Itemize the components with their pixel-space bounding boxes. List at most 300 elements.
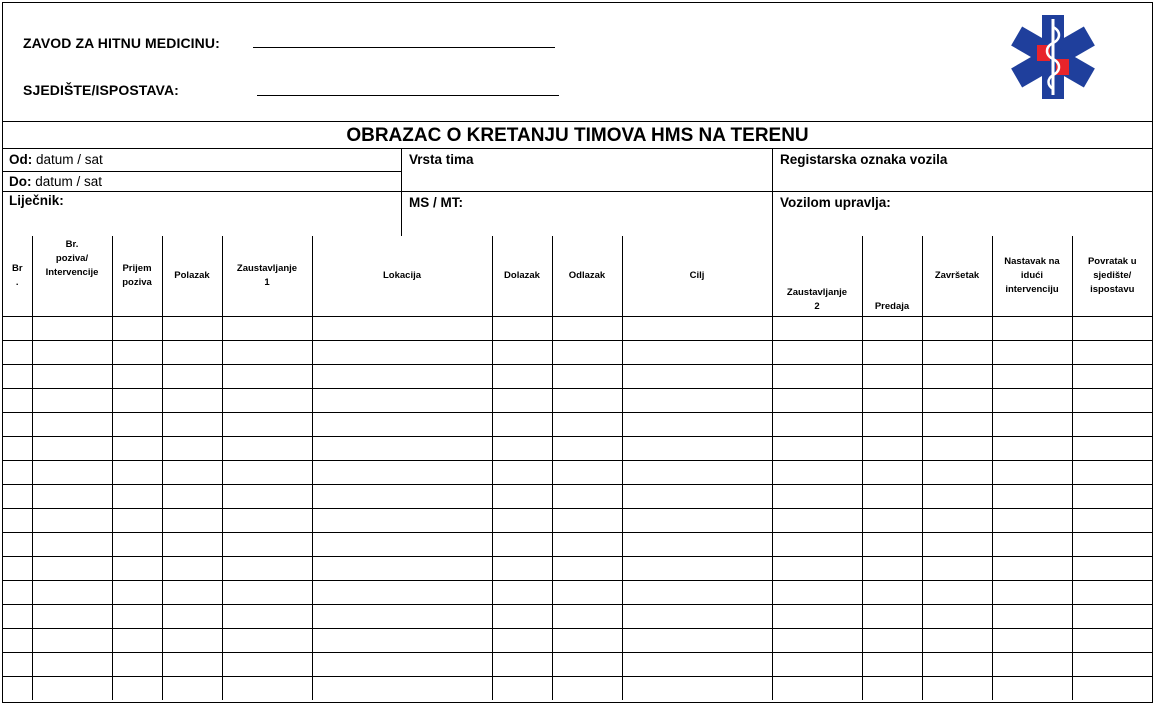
table-cell[interactable] (552, 509, 622, 533)
table-cell[interactable] (32, 461, 112, 485)
table-cell[interactable] (3, 629, 32, 653)
table-row (3, 557, 1152, 581)
table-cell[interactable] (3, 413, 32, 437)
table-cell[interactable] (222, 389, 312, 413)
table-cell[interactable] (112, 389, 162, 413)
od-value: datum / sat (36, 152, 103, 167)
form-page (2, 2, 1153, 703)
column-header-text: Intervencije (45, 267, 99, 278)
table-cell[interactable] (222, 629, 312, 653)
table-cell[interactable] (32, 437, 112, 461)
table-cell[interactable] (622, 557, 772, 581)
table-cell[interactable] (112, 509, 162, 533)
table-cell[interactable] (772, 365, 862, 389)
seat-input-line[interactable] (257, 95, 559, 96)
table-cell[interactable] (922, 389, 992, 413)
table-cell[interactable] (622, 413, 772, 437)
table-row (3, 629, 1152, 653)
institution-input-line[interactable] (253, 47, 555, 48)
table-cell[interactable] (3, 317, 32, 341)
lijecnik-label: Liječnik: (9, 193, 64, 208)
column-header-zaustavljanje-2 (772, 236, 862, 317)
od-field[interactable] (9, 152, 103, 167)
table-cell[interactable] (772, 389, 862, 413)
table-cell[interactable] (622, 389, 772, 413)
table-cell[interactable] (992, 557, 1072, 581)
table-cell[interactable] (112, 317, 162, 341)
table-cell[interactable] (922, 629, 992, 653)
table-cell[interactable] (312, 365, 492, 389)
table-cell[interactable] (222, 317, 312, 341)
table-cell[interactable] (492, 557, 552, 581)
table-row (3, 389, 1152, 413)
table-cell[interactable] (992, 413, 1072, 437)
table-cell[interactable] (492, 629, 552, 653)
table-cell[interactable] (222, 605, 312, 629)
table-cell[interactable] (772, 533, 862, 557)
table-cell[interactable] (1072, 341, 1152, 365)
table-cell[interactable] (112, 365, 162, 389)
column-header-text: Predaja (874, 301, 910, 312)
table-cell[interactable] (492, 485, 552, 509)
vrsta-tima-field[interactable] (409, 152, 474, 167)
table-cell[interactable] (112, 605, 162, 629)
table-cell[interactable] (3, 389, 32, 413)
ms-mt-field[interactable] (409, 195, 463, 210)
table-cell[interactable] (3, 653, 32, 677)
table-cell[interactable] (312, 341, 492, 365)
table-cell[interactable] (3, 677, 32, 701)
table-cell[interactable] (162, 413, 222, 437)
table-cell[interactable] (492, 653, 552, 677)
form-title: OBRAZAC O KRETANJU TIMOVA HMS NA TERENU (3, 122, 1152, 149)
table-cell[interactable] (862, 461, 922, 485)
column-header-zaustavljanje-1 (222, 236, 312, 317)
table-cell[interactable] (312, 605, 492, 629)
table-cell[interactable] (772, 437, 862, 461)
table-cell[interactable] (862, 389, 922, 413)
table-cell[interactable] (552, 605, 622, 629)
table-cell[interactable] (772, 677, 862, 701)
table-cell[interactable] (772, 581, 862, 605)
table-cell[interactable] (222, 677, 312, 701)
table-cell[interactable] (222, 653, 312, 677)
column-header-text: Polazak (174, 270, 210, 281)
table-cell[interactable] (552, 533, 622, 557)
table-cell[interactable] (222, 581, 312, 605)
table-row (3, 605, 1152, 629)
table-cell[interactable] (622, 317, 772, 341)
table-cell[interactable] (162, 485, 222, 509)
column-header-text: Br (11, 263, 23, 274)
table-cell[interactable] (222, 341, 312, 365)
table-cell[interactable] (1072, 629, 1152, 653)
divider (401, 149, 402, 236)
table-header-row (3, 236, 1152, 317)
table-row (3, 533, 1152, 557)
table-cell[interactable] (862, 557, 922, 581)
do-label: Do: (9, 174, 32, 189)
table-cell[interactable] (1072, 653, 1152, 677)
column-header-dolazak (492, 236, 552, 317)
star-of-life-icon (1005, 13, 1101, 101)
table-cell[interactable] (32, 677, 112, 701)
table-cell[interactable] (622, 341, 772, 365)
table-cell[interactable] (112, 461, 162, 485)
table-cell[interactable] (1072, 389, 1152, 413)
table-cell[interactable] (112, 533, 162, 557)
column-header-br (3, 236, 32, 317)
table-cell[interactable] (222, 485, 312, 509)
table-cell[interactable] (552, 461, 622, 485)
table-cell[interactable] (552, 437, 622, 461)
table-cell[interactable] (112, 677, 162, 701)
table-cell[interactable] (922, 677, 992, 701)
table-cell[interactable] (162, 365, 222, 389)
table-row (3, 413, 1152, 437)
column-header-text: poziva (122, 277, 152, 288)
table-cell[interactable] (922, 461, 992, 485)
table-cell[interactable] (1072, 557, 1152, 581)
table-cell[interactable] (1072, 461, 1152, 485)
table-row (3, 341, 1152, 365)
table-cell[interactable] (622, 485, 772, 509)
table-cell[interactable] (622, 629, 772, 653)
table-cell[interactable] (112, 653, 162, 677)
table-cell[interactable] (922, 365, 992, 389)
table-cell[interactable] (32, 581, 112, 605)
table-cell[interactable] (162, 629, 222, 653)
table-cell[interactable] (32, 653, 112, 677)
table-cell[interactable] (312, 653, 492, 677)
column-header-text: Prijem (122, 263, 152, 274)
table-cell[interactable] (112, 485, 162, 509)
divider (3, 171, 401, 172)
table-cell[interactable] (1072, 677, 1152, 701)
table-cell[interactable] (992, 317, 1072, 341)
table-cell[interactable] (992, 509, 1072, 533)
column-header-cilj (622, 236, 772, 317)
table-cell[interactable] (922, 533, 992, 557)
table-cell[interactable] (312, 317, 492, 341)
table-cell[interactable] (552, 365, 622, 389)
table-cell[interactable] (492, 605, 552, 629)
table-cell[interactable] (3, 557, 32, 581)
table-cell[interactable] (3, 365, 32, 389)
table-cell[interactable] (3, 461, 32, 485)
table-cell[interactable] (162, 461, 222, 485)
table-cell[interactable] (622, 605, 772, 629)
table-cell[interactable] (1072, 437, 1152, 461)
table-cell[interactable] (312, 629, 492, 653)
table-cell[interactable] (552, 557, 622, 581)
table-cell[interactable] (1072, 509, 1152, 533)
table-cell[interactable] (772, 557, 862, 581)
table-cell[interactable] (32, 341, 112, 365)
table-cell[interactable] (922, 485, 992, 509)
table-cell[interactable] (622, 653, 772, 677)
table-cell[interactable] (162, 317, 222, 341)
table-cell[interactable] (862, 509, 922, 533)
table-cell[interactable] (492, 461, 552, 485)
table-cell[interactable] (862, 581, 922, 605)
table-cell[interactable] (32, 413, 112, 437)
do-value: datum / sat (35, 174, 103, 189)
table-row (3, 437, 1152, 461)
table-cell[interactable] (622, 437, 772, 461)
table-cell[interactable] (492, 677, 552, 701)
table-cell[interactable] (552, 485, 622, 509)
table-cell[interactable] (492, 365, 552, 389)
table-cell[interactable] (552, 677, 622, 701)
table-cell[interactable] (862, 605, 922, 629)
table-cell[interactable] (922, 437, 992, 461)
table-cell[interactable] (492, 389, 552, 413)
table-cell[interactable] (862, 437, 922, 461)
column-header-text: Br. (65, 239, 79, 250)
table-cell[interactable] (772, 485, 862, 509)
table-cell[interactable] (3, 437, 32, 461)
table-cell[interactable] (772, 341, 862, 365)
table-cell[interactable] (552, 629, 622, 653)
divider (3, 191, 1152, 192)
table-cell[interactable] (3, 485, 32, 509)
institution-label: ZAVOD ZA HITNU MEDICINU: (23, 35, 220, 51)
table-cell[interactable] (1072, 317, 1152, 341)
table-cell[interactable] (3, 605, 32, 629)
column-header-text: Povratak u (1087, 256, 1137, 267)
column-header-text: Zaustavljanje (786, 287, 848, 298)
table-cell[interactable] (162, 677, 222, 701)
table-cell[interactable] (222, 365, 312, 389)
table-cell[interactable] (1072, 413, 1152, 437)
table-cell[interactable] (772, 629, 862, 653)
table-cell[interactable] (922, 413, 992, 437)
table-cell[interactable] (162, 509, 222, 533)
table-cell[interactable] (3, 581, 32, 605)
table-cell[interactable] (312, 509, 492, 533)
column-header-prijem-poziva (112, 236, 162, 317)
table-cell[interactable] (222, 509, 312, 533)
table-cell[interactable] (112, 341, 162, 365)
table-cell[interactable] (862, 413, 922, 437)
table-cell[interactable] (3, 341, 32, 365)
table-cell[interactable] (622, 461, 772, 485)
column-header-text: . (15, 277, 19, 288)
table-cell[interactable] (992, 605, 1072, 629)
table-cell[interactable] (312, 533, 492, 557)
table-cell[interactable] (32, 365, 112, 389)
table-cell[interactable] (862, 485, 922, 509)
column-header-predaja (862, 236, 922, 317)
table-cell[interactable] (772, 413, 862, 437)
table-row (3, 461, 1152, 485)
divider (772, 149, 773, 236)
table-cell[interactable] (922, 317, 992, 341)
table-row (3, 509, 1152, 533)
table-cell[interactable] (992, 677, 1072, 701)
table-cell[interactable] (992, 653, 1072, 677)
table-cell[interactable] (492, 317, 552, 341)
table-cell[interactable] (922, 581, 992, 605)
do-field[interactable] (9, 174, 102, 189)
table-cell[interactable] (312, 581, 492, 605)
table-row (3, 653, 1152, 677)
table-cell[interactable] (862, 533, 922, 557)
table-cell[interactable] (312, 389, 492, 413)
table-cell[interactable] (222, 557, 312, 581)
table-cell[interactable] (112, 581, 162, 605)
table-cell[interactable] (622, 677, 772, 701)
table-cell[interactable] (112, 437, 162, 461)
table-cell[interactable] (312, 413, 492, 437)
column-header-text: ispostavu (1090, 284, 1135, 295)
table-cell[interactable] (492, 533, 552, 557)
table-cell[interactable] (992, 365, 1072, 389)
table-cell[interactable] (772, 605, 862, 629)
seat-label: SJEDIŠTE/ISPOSTAVA: (23, 82, 179, 98)
table-cell[interactable] (312, 485, 492, 509)
table-cell[interactable] (162, 341, 222, 365)
table-cell[interactable] (922, 509, 992, 533)
registration-label: Registarska oznaka vozila (780, 152, 948, 167)
table-cell[interactable] (992, 629, 1072, 653)
table-cell[interactable] (862, 365, 922, 389)
column-header-nastavak (992, 236, 1072, 317)
table-cell[interactable] (492, 413, 552, 437)
column-header-text: Cilj (689, 270, 705, 281)
table-cell[interactable] (922, 605, 992, 629)
od-label: Od: (9, 152, 33, 167)
table-row (3, 485, 1152, 509)
column-header-text: Dolazak (504, 270, 540, 281)
table-cell[interactable] (32, 317, 112, 341)
table-cell[interactable] (3, 533, 32, 557)
table-cell[interactable] (162, 533, 222, 557)
table-cell[interactable] (162, 389, 222, 413)
column-header-text: 1 (264, 277, 270, 288)
table-cell[interactable] (862, 629, 922, 653)
table-cell[interactable] (922, 341, 992, 365)
column-header-text: 2 (814, 301, 820, 312)
table-cell[interactable] (222, 413, 312, 437)
column-header-text: Završetak (934, 270, 980, 281)
table-cell[interactable] (32, 389, 112, 413)
table-cell[interactable] (162, 437, 222, 461)
table-cell[interactable] (112, 557, 162, 581)
table-cell[interactable] (622, 509, 772, 533)
column-header-odlazak (552, 236, 622, 317)
table-cell[interactable] (32, 629, 112, 653)
table-cell[interactable] (552, 389, 622, 413)
table-cell[interactable] (922, 557, 992, 581)
table-cell[interactable] (222, 461, 312, 485)
table-cell[interactable] (312, 557, 492, 581)
table-cell[interactable] (772, 461, 862, 485)
registration-field[interactable] (780, 152, 947, 167)
table-cell[interactable] (492, 581, 552, 605)
column-header-text: sjedište/ (1093, 270, 1132, 281)
table-cell[interactable] (622, 581, 772, 605)
table-cell[interactable] (162, 653, 222, 677)
table-cell[interactable] (772, 509, 862, 533)
column-header-text: poziva/ (55, 253, 89, 264)
table-cell[interactable] (32, 557, 112, 581)
table-cell[interactable] (552, 317, 622, 341)
table-cell[interactable] (992, 437, 1072, 461)
table-cell[interactable] (772, 317, 862, 341)
table-cell[interactable] (162, 605, 222, 629)
table-cell[interactable] (772, 653, 862, 677)
table-cell[interactable] (862, 653, 922, 677)
table-cell[interactable] (622, 365, 772, 389)
column-header-text: Odlazak (568, 270, 606, 281)
table-cell[interactable] (862, 317, 922, 341)
column-header-zavrsetak (922, 236, 992, 317)
table-cell[interactable] (992, 533, 1072, 557)
table-cell[interactable] (992, 389, 1072, 413)
table-cell[interactable] (3, 509, 32, 533)
table-cell[interactable] (552, 413, 622, 437)
table-cell[interactable] (992, 581, 1072, 605)
table-cell[interactable] (32, 509, 112, 533)
table-cell[interactable] (162, 557, 222, 581)
table-cell[interactable] (552, 341, 622, 365)
table-cell[interactable] (992, 341, 1072, 365)
table-cell[interactable] (112, 413, 162, 437)
table-cell[interactable] (862, 341, 922, 365)
column-header-text: Lokacija (382, 270, 422, 281)
table-cell[interactable] (1072, 533, 1152, 557)
table-cell[interactable] (622, 533, 772, 557)
table-cell[interactable] (1072, 605, 1152, 629)
table-cell[interactable] (492, 437, 552, 461)
column-header-text: idući (1020, 270, 1044, 281)
table-cell[interactable] (552, 581, 622, 605)
table-cell[interactable] (992, 461, 1072, 485)
table-row (3, 317, 1152, 341)
column-header-lokacija (312, 236, 492, 317)
ms-mt-label: MS / MT: (409, 195, 463, 210)
column-header-text: Zaustavljanje (236, 263, 298, 274)
table-cell[interactable] (222, 437, 312, 461)
table-cell[interactable] (1072, 581, 1152, 605)
table-cell[interactable] (32, 533, 112, 557)
form-header (3, 3, 1152, 122)
table-cell[interactable] (992, 485, 1072, 509)
table-cell[interactable] (162, 581, 222, 605)
column-header-povratak (1072, 236, 1152, 317)
table-cell[interactable] (492, 509, 552, 533)
table-cell[interactable] (32, 485, 112, 509)
table-cell[interactable] (112, 629, 162, 653)
lijecnik-field[interactable] (9, 193, 64, 208)
table-cell[interactable] (312, 461, 492, 485)
driver-field[interactable] (780, 195, 891, 210)
table-cell[interactable] (32, 605, 112, 629)
table-cell[interactable] (1072, 365, 1152, 389)
table-cell[interactable] (922, 653, 992, 677)
table-row (3, 581, 1152, 605)
table-cell[interactable] (312, 677, 492, 701)
vrsta-tima-label: Vrsta tima (409, 152, 474, 167)
table-cell[interactable] (552, 653, 622, 677)
table-cell[interactable] (222, 533, 312, 557)
table-cell[interactable] (1072, 485, 1152, 509)
table-cell[interactable] (862, 677, 922, 701)
table-cell[interactable] (312, 437, 492, 461)
table-cell[interactable] (492, 341, 552, 365)
